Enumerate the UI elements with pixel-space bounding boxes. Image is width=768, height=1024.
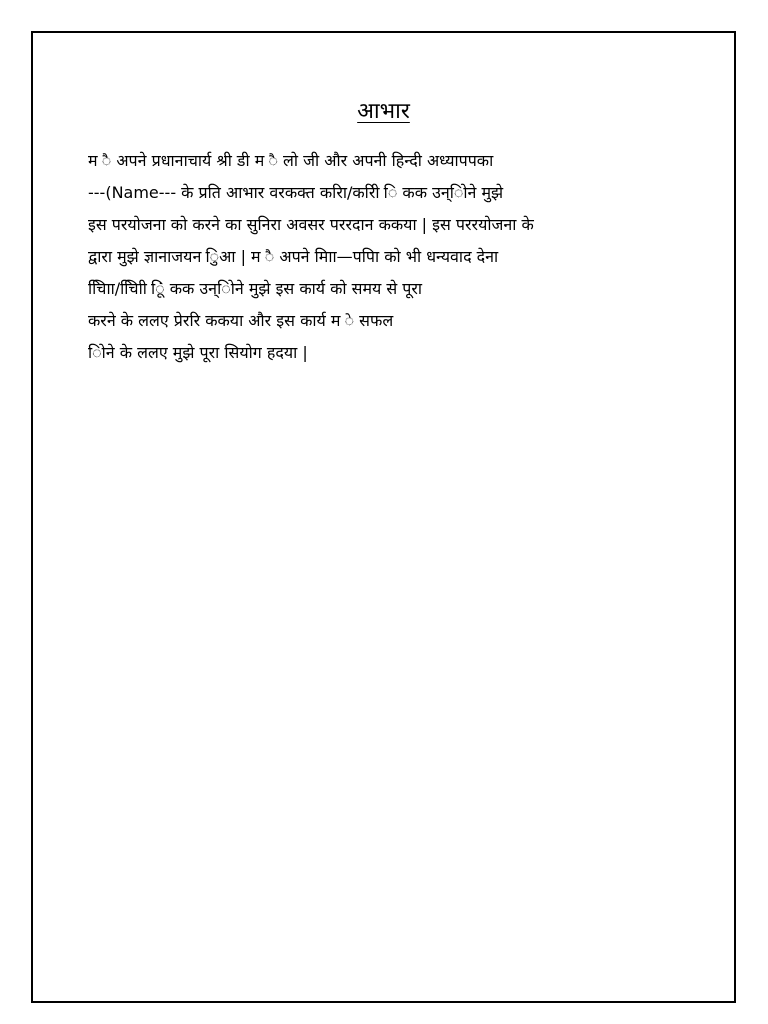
page-title [33, 95, 734, 125]
paragraph-line-7: िोने के ललए मुझे पूरा सियोग हदया | [88, 343, 308, 362]
acknowledgement-paragraph [88, 145, 688, 369]
paragraph-line-4: द्वारा मुझे ज्ञानाजयन िुआ | म ै अपने मािा—पपिा को भी धन्यवाद देना [88, 247, 499, 266]
paragraph-line-3: इस परयोजना को करने का सुनिरा अवसर पररदान ककया | इस पररयोजना के [88, 215, 534, 234]
paragraph-line-5: चाििा/चाििी िूं कक उन्िोने मुझे इस कार्य को समय से पूरा [88, 279, 423, 298]
title-text: आभार [357, 99, 410, 124]
document-page [31, 31, 736, 1003]
paragraph-line-6: करने के ललए प्रेररि ककया और इस कार्य म े सफल [88, 311, 394, 330]
paragraph-line-2: ---(Name--- के प्रति आभार वरकक्त करिा/करिी ि कक उन्िोने मुझे [88, 183, 504, 202]
paragraph-line-1: म ै अपने प्रधानाचार्य श्री डी म ै लो जी और अपनी हिन्दी अध्यापपका [88, 151, 494, 170]
